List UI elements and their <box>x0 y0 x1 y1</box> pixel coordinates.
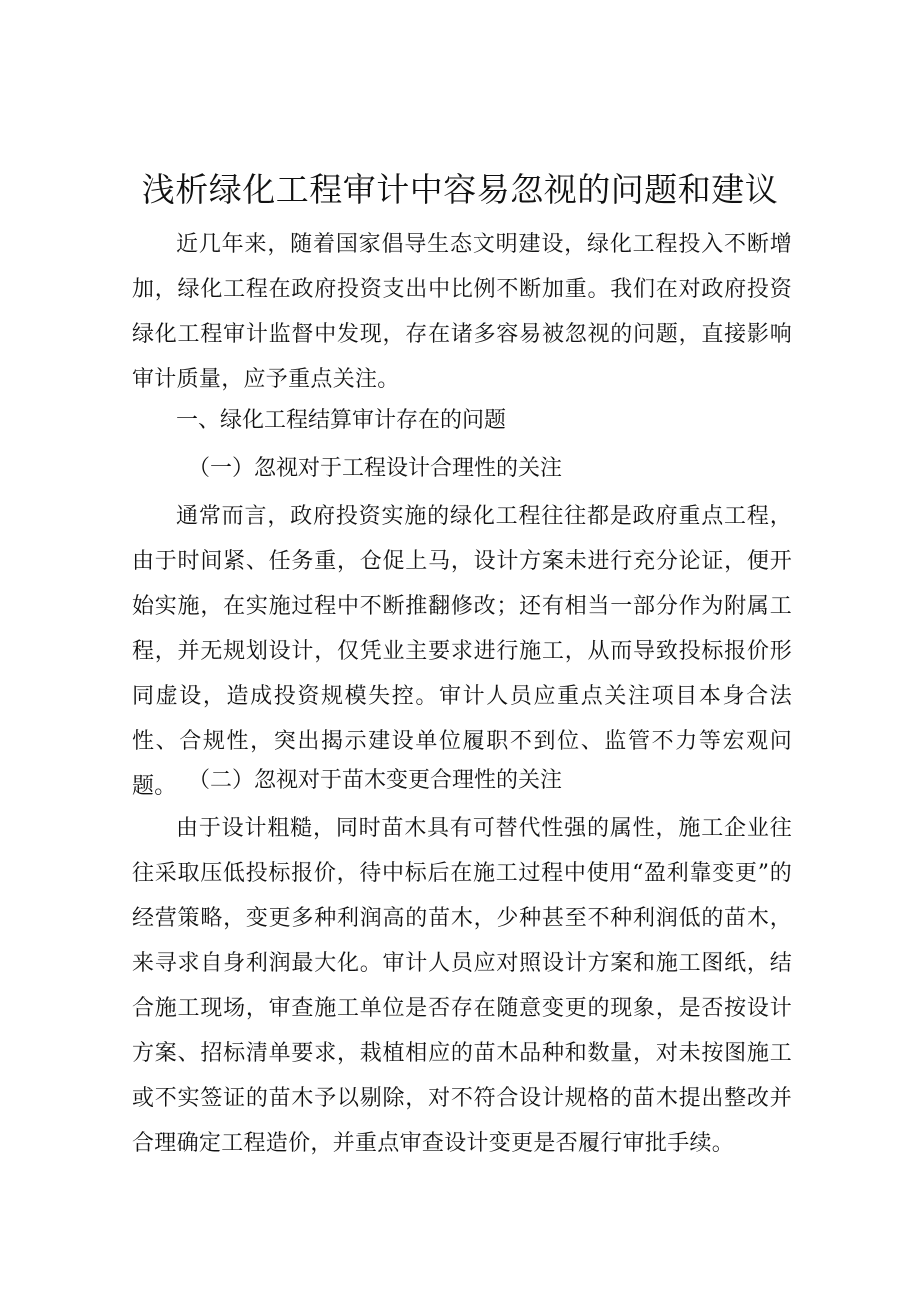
paragraph-seedling-change: 由于设计粗糙，同时苗木具有可替代性强的属性，施工企业往往采取压低投标报价，待中标后在施工过程中使用“盈利靠变更”的经营策略，变更多种利润高的苗木，少种甚至不种利润低的苗木，来寻求自身利润最大化。审计人员应对照设计方案和施工图纸，结合施工现场，审查施工单位是否存在随意变更的现象，是否按设计方案、招标清单要求，栽植相应的苗木品种和数量，对未按图施工或不实签证的苗木予以剔除，对不符合设计规格的苗木提出整改并合理确定工程造价，并重点审查设计变更是否履行审批手续。 <box>132 816 792 1156</box>
paragraph-intro: 近几年来，随着国家倡导生态文明建设，绿化工程投入不断增加，绿化工程在政府投资支出中比例不断加重。我们在对政府投资绿化工程审计监督中发现，存在诸多容易被忽视的问题，直接影响审计质量，应予重点关注。 <box>132 232 792 392</box>
subsection-heading-1: （一）忽视对于工程设计合理性的关注 <box>188 456 563 481</box>
subsection-heading-2: （二）忽视对于苗木变更合理性的关注 <box>188 768 563 793</box>
paragraph-design-rationality: 通常而言，政府投资实施的绿化工程往往都是政府重点工程，由于时间紧、任务重，仓促上马，设计方案未进行充分论证，便开始实施，在实施过程中不断推翻修改；还有相当一部分作为附属工程，并无规划设计，仅凭业主要求进行施工，从而导致投标报价形同虚设，造成投资规模失控。审计人员应重点关注项目本身合法性、合规性，突出揭示建设单位履职不到位、监管不力等宏观问题。 <box>132 504 792 799</box>
document-title: 浅析绿化工程审计中容易忽视的问题和建议 <box>141 170 779 209</box>
section-heading-1: 一、绿化工程结算审计存在的问题 <box>176 408 507 433</box>
